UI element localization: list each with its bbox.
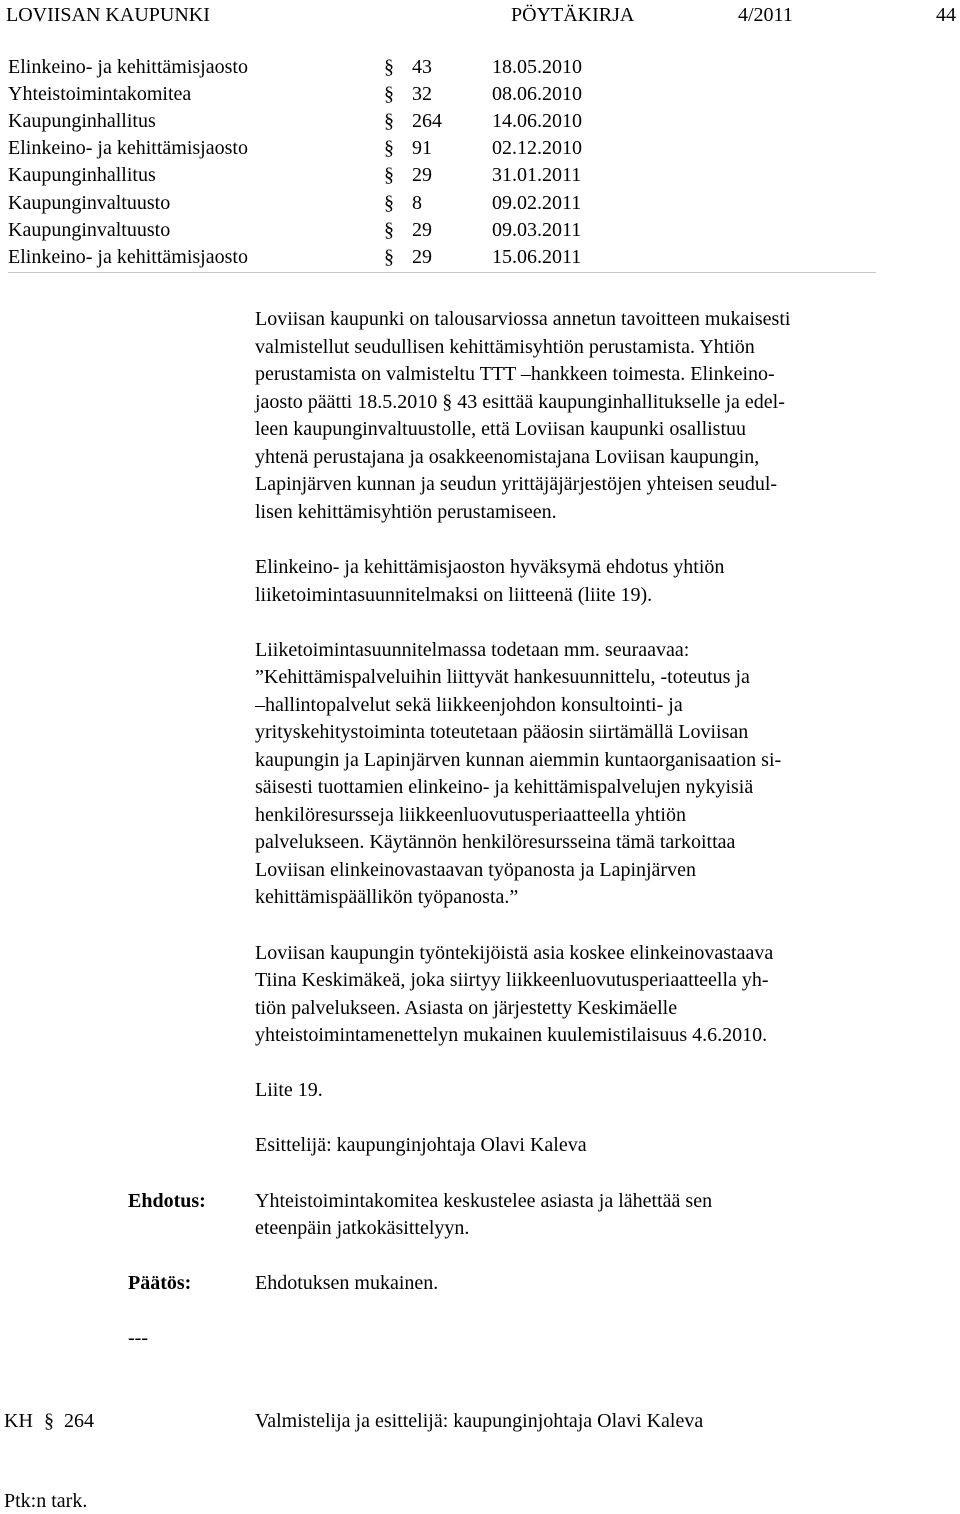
register-row [8, 219, 878, 246]
register-body: Yhteistoimintakomitea [8, 83, 192, 105]
register-body: Kaupunginhallitus [8, 110, 156, 132]
register-number: 43 [412, 56, 432, 78]
register-date: 18.05.2010 [492, 56, 582, 78]
decision-text: Ehdotuksen mukainen. [255, 1272, 439, 1294]
kh-text: Valmistelija ja esittelijä: kaupunginjohtaja Olavi Kaleva [255, 1410, 704, 1432]
register-row [8, 246, 878, 273]
attachment-note: Liite 19. [255, 1079, 323, 1101]
register-row [8, 56, 878, 83]
kh-number: 264 [64, 1410, 94, 1432]
body-line: liiketoimintasuunnitelmaksi on liitteenä (liite 19). [255, 584, 653, 606]
body-line: Tiina Keskimäkeä, joka siirtyy liikkeenluovutusperiaatteella yh- [255, 969, 769, 991]
section-sign: § [384, 192, 394, 214]
section-sign: § [384, 137, 394, 159]
presenter-line: Esittelijä: kaupunginjohtaja Olavi Kaleva [255, 1134, 587, 1156]
body-line: Liiketoimintasuunnitelmassa todetaan mm. seuraavaa: [255, 639, 690, 661]
register-row [8, 83, 878, 110]
quote-line: henkilöresursseja liikkeenluovutusperiaatteella yhtiön [255, 804, 686, 826]
page-number: 44 [936, 4, 956, 26]
register-number: 29 [412, 246, 432, 268]
register-number: 29 [412, 219, 432, 241]
section-sign: § [384, 56, 394, 78]
section-sign: § [384, 83, 394, 105]
quote-line: yrityskehitystoiminta toteutetaan pääosin siirtämällä Loviisan [255, 721, 749, 743]
body-line: lisen kehittämisyhtiön perustamiseen. [255, 501, 557, 523]
body-line: yhtenä perustajana ja osakkeenomistajana Loviisan kaupungin, [255, 446, 760, 468]
quote-line: säisesti tuottamien elinkeino- ja kehittämispalvelujen nykyisiä [255, 776, 754, 798]
kh-section-sign: § [44, 1410, 54, 1432]
proposal-line: Yhteistoimintakomitea keskustelee asiasta ja lähettää sen [255, 1190, 713, 1212]
body-line: Elinkeino- ja kehittämisjaoston hyväksymä ehdotus yhtiön [255, 556, 725, 578]
body-line: Lapinjärven kunnan ja seudun yrittäjäjärjestöjen yhteisen seudul- [255, 473, 778, 495]
quote-line: kaupungin ja Lapinjärven kunnan aiemmin kuntaorganisaation si- [255, 749, 782, 771]
body-line: yhteistoimintamenettelyn mukainen kuulemistilaisuus 4.6.2010. [255, 1024, 768, 1046]
register-number: 91 [412, 137, 432, 159]
register-number: 8 [412, 192, 422, 214]
register-date: 14.06.2010 [492, 110, 582, 132]
register-number: 32 [412, 83, 432, 105]
quote-line: kehittämispäällikön työpanosta.” [255, 886, 519, 908]
footer-check: Ptk:n tark. [4, 1490, 88, 1512]
quote-line: ”Kehittämispalveluihin liittyvät hankesuunnittelu, -toteutus ja [255, 666, 750, 688]
register-date: 15.06.2011 [492, 246, 582, 268]
register-date: 09.03.2011 [492, 219, 582, 241]
register-divider [8, 272, 876, 273]
register-body: Kaupunginvaltuusto [8, 219, 171, 241]
register-row [8, 192, 878, 219]
issue-number: 4/2011 [738, 4, 793, 26]
body-line: leen kaupunginvaltuustolle, että Loviisan kaupunki osallistuu [255, 418, 747, 440]
register-number: 264 [412, 110, 442, 132]
quote-line: Loviisan elinkeinovastaavan työpanosta ja Lapinjärven [255, 859, 696, 881]
register-body: Kaupunginhallitus [8, 164, 156, 186]
section-sign: § [384, 164, 394, 186]
register-body: Elinkeino- ja kehittämisjaosto [8, 56, 248, 78]
section-separator: --- [128, 1327, 148, 1349]
register-row [8, 137, 878, 164]
proposal-label: Ehdotus: [128, 1190, 206, 1212]
register-date: 02.12.2010 [492, 137, 582, 159]
register-row [8, 110, 878, 137]
quote-line: –hallintopalvelut sekä liikkeenjohdon konsultointi- ja [255, 694, 683, 716]
register-date: 31.01.2011 [492, 164, 582, 186]
register-date: 09.02.2011 [492, 192, 582, 214]
register-date: 08.06.2010 [492, 83, 582, 105]
register-body: Elinkeino- ja kehittämisjaosto [8, 137, 248, 159]
register-body: Kaupunginvaltuusto [8, 192, 171, 214]
document-type: PÖYTÄKIRJA [511, 4, 635, 26]
kh-prefix: KH [4, 1410, 33, 1432]
section-sign: § [384, 219, 394, 241]
body-line: perustamista on valmisteltu TTT –hankkeen toimesta. Elinkeino- [255, 363, 775, 385]
body-line: Loviisan kaupungin työntekijöistä asia koskee elinkeinovastaava [255, 942, 774, 964]
register-body: Elinkeino- ja kehittämisjaosto [8, 246, 248, 268]
body-line: valmistellut seudullisen kehittämisyhtiön perustamista. Yhtiön [255, 336, 755, 358]
city-name: LOVIISAN KAUPUNKI [6, 4, 210, 26]
decision-label: Päätös: [128, 1272, 192, 1294]
body-line: tiön palvelukseen. Asiasta on järjestetty Keskimäelle [255, 997, 678, 1019]
body-line: Loviisan kaupunki on talousarviossa annetun tavoitteen mukaisesti [255, 308, 791, 330]
section-sign: § [384, 246, 394, 268]
body-line: jaosto päätti 18.5.2010 § 43 esittää kaupunginhallitukselle ja edel- [255, 391, 785, 413]
proposal-line: eteenpäin jatkokäsittelyyn. [255, 1217, 470, 1239]
register-row [8, 164, 878, 191]
section-sign: § [384, 110, 394, 132]
quote-line: palvelukseen. Käytännön henkilöresursseina tämä tarkoittaa [255, 831, 736, 853]
register-number: 29 [412, 164, 432, 186]
